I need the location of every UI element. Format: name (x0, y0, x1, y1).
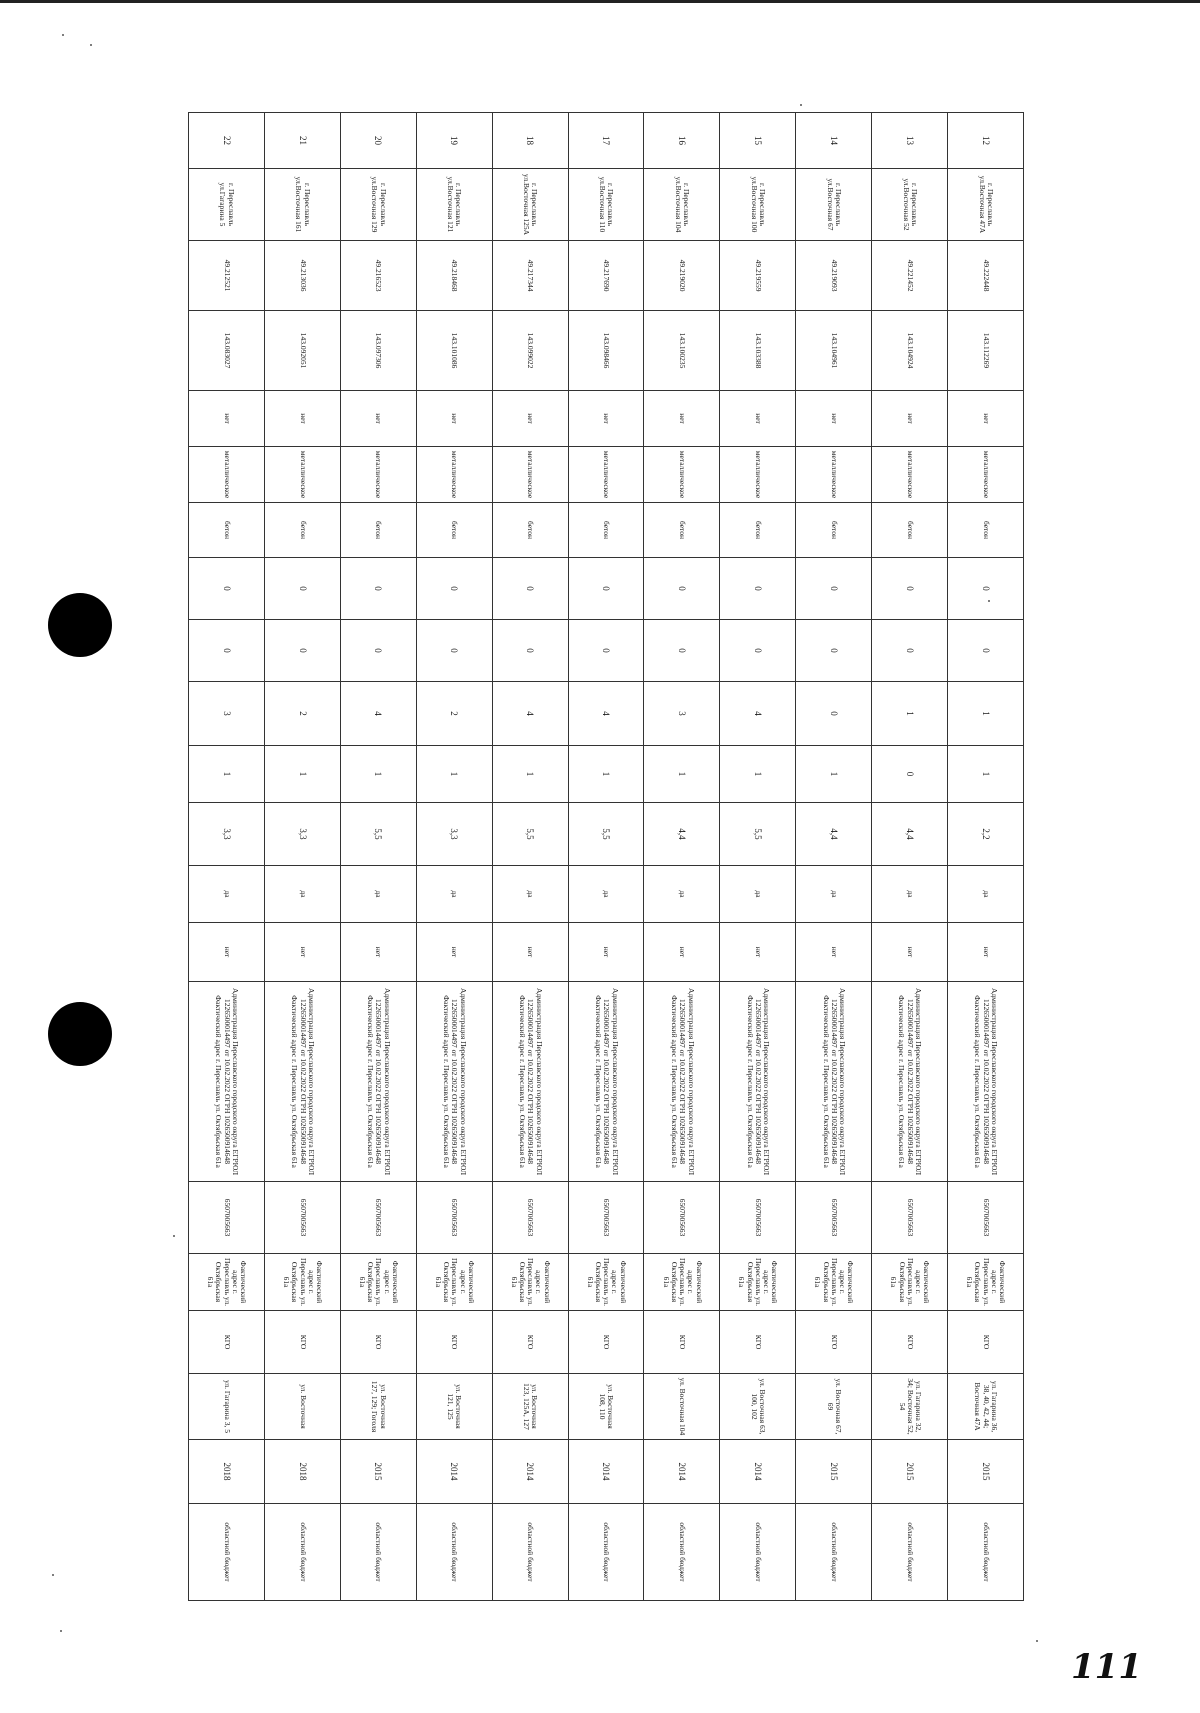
punch-hole-top (48, 593, 112, 657)
cell-base: бетон (644, 503, 720, 558)
cell-count: 0 (872, 620, 948, 682)
cell-base: бетон (492, 503, 568, 558)
cell-fence: да (492, 866, 568, 923)
cell-owner: Администрация Переславского городского округа ЕГРЮЛ 1226500014497 от 10.02.2022 ОГРН 1026500914648 Фактический адрес г. Переславль ул. Октябрьская 61а (492, 982, 568, 1182)
cell-owner-addr: Фактический адрес г. Переславль ул. Октябрьская 61а (644, 1254, 720, 1311)
cell-inn: 6507005663 (264, 1182, 340, 1254)
cell-cont-planned: 1 (796, 746, 872, 803)
cell-address: г. Переславль ул.Восточная 52 (872, 169, 948, 241)
cell-financing: областной бюджет (948, 1504, 1024, 1601)
cell-separate: нет (872, 923, 948, 982)
cell-owner-addr: Фактический адрес г. Переславль ул. Октябрьская 61а (340, 1254, 416, 1311)
cell-num: 16 (644, 113, 720, 169)
cell-cont-planned: 1 (264, 746, 340, 803)
cell-separate: нет (340, 923, 416, 982)
cell-cont-planned: 1 (416, 746, 492, 803)
cell-cont-existing: 1 (948, 682, 1024, 746)
cell-owner: Администрация Переславского городского округа ЕГРЮЛ 1226500014497 от 10.02.2022 ОГРН 1026500914648 Фактический адрес г. Переславль ул. Октябрьская 61а (568, 982, 644, 1182)
cell-lat: 49.217344 (492, 241, 568, 311)
cell-financing: областной бюджет (644, 1504, 720, 1601)
cell-volume: 0 (948, 558, 1024, 620)
cell-separate: нет (492, 923, 568, 982)
cell-separate: нет (644, 923, 720, 982)
cell-inn: 6507005663 (492, 1182, 568, 1254)
cell-covered: нет (568, 391, 644, 447)
cell-material: металлическое (872, 447, 948, 503)
cell-cont-existing: 4 (492, 682, 568, 746)
cell-year: 2015 (872, 1440, 948, 1504)
cell-num: 13 (872, 113, 948, 169)
cell-year: 2014 (720, 1440, 796, 1504)
table-row (340, 113, 416, 1601)
cell-lat: 49.216523 (340, 241, 416, 311)
cell-year: 2018 (189, 1440, 265, 1504)
cell-address: г. Переславль ул.Восточная 161 (264, 169, 340, 241)
cell-num: 15 (720, 113, 796, 169)
cell-owner-addr: Фактический адрес г. Переславль ул. Октябрьская 61а (720, 1254, 796, 1311)
cell-sources: ул. Восточная 63, 100, 102 (720, 1374, 796, 1440)
cell-area: 3,3 (416, 803, 492, 866)
cell-material: металлическое (416, 447, 492, 503)
cell-sources: ул. Восточная 104 (644, 1374, 720, 1440)
cell-volume: 0 (189, 558, 265, 620)
cell-owner: Администрация Переславского городского округа ЕГРЮЛ 1226500014497 от 10.02.2022 ОГРН 1026500914648 Фактический адрес г. Переславль ул. Октябрьская 61а (644, 982, 720, 1182)
cell-lon: 143.083027 (189, 311, 265, 391)
table-row (492, 113, 568, 1601)
cell-volume: 0 (492, 558, 568, 620)
cell-count: 0 (189, 620, 265, 682)
cell-cont-existing: 4 (568, 682, 644, 746)
cell-volume: 0 (568, 558, 644, 620)
cell-collect: КГО (796, 1311, 872, 1374)
cell-material: металлическое (340, 447, 416, 503)
cell-area: 4,4 (796, 803, 872, 866)
cell-base: бетон (872, 503, 948, 558)
cell-count: 0 (948, 620, 1024, 682)
cell-base: бетон (720, 503, 796, 558)
cell-owner-addr: Фактический адрес г. Переславль ул. Октябрьская 61а (264, 1254, 340, 1311)
punch-hole-bottom (48, 1002, 112, 1066)
cell-base: бетон (568, 503, 644, 558)
table-row (644, 113, 720, 1601)
cell-separate: нет (948, 923, 1024, 982)
cell-year: 2014 (644, 1440, 720, 1504)
cell-fence: да (644, 866, 720, 923)
cell-separate: нет (568, 923, 644, 982)
cell-covered: нет (872, 391, 948, 447)
cell-fence: да (720, 866, 796, 923)
cell-address: г. Переславль ул.Восточная 129 (340, 169, 416, 241)
cell-lon: 143.098466 (568, 311, 644, 391)
cell-covered: нет (340, 391, 416, 447)
cell-fence: да (340, 866, 416, 923)
cell-year: 2014 (492, 1440, 568, 1504)
cell-owner: Администрация Переславского городского округа ЕГРЮЛ 1226500014497 от 10.02.2022 ОГРН 1026500914648 Фактический адрес г. Переславль ул. Октябрьская 61а (264, 982, 340, 1182)
cell-base: бетон (264, 503, 340, 558)
cell-lon: 143.101086 (416, 311, 492, 391)
cell-cont-existing: 3 (189, 682, 265, 746)
cell-count: 0 (340, 620, 416, 682)
cell-num: 19 (416, 113, 492, 169)
cell-material: металлическое (948, 447, 1024, 503)
cell-lat: 49.218468 (416, 241, 492, 311)
cell-lat: 49.212521 (189, 241, 265, 311)
cell-covered: нет (644, 391, 720, 447)
cell-lon: 143.100235 (644, 311, 720, 391)
cell-base: бетон (416, 503, 492, 558)
cell-material: металлическое (720, 447, 796, 503)
cell-material: металлическое (568, 447, 644, 503)
cell-cont-existing: 2 (416, 682, 492, 746)
cell-collect: КГО (264, 1311, 340, 1374)
cell-volume: 0 (720, 558, 796, 620)
cell-volume: 0 (264, 558, 340, 620)
cell-owner-addr: Фактический адрес г. Переславль ул. Октябрьская 61а (189, 1254, 265, 1311)
cell-num: 22 (189, 113, 265, 169)
table-row (872, 113, 948, 1601)
cell-address: г. Переславль ул.Восточная 104 (644, 169, 720, 241)
scan-top-edge (0, 0, 1200, 3)
cell-sources: ул. Восточная (264, 1374, 340, 1440)
cell-lon: 143.099022 (492, 311, 568, 391)
cell-cont-planned: 1 (492, 746, 568, 803)
cell-sources: ул. Восточная 108, 110 (568, 1374, 644, 1440)
cell-num: 21 (264, 113, 340, 169)
cell-separate: нет (720, 923, 796, 982)
cell-collect: КГО (644, 1311, 720, 1374)
cell-cont-existing: 4 (720, 682, 796, 746)
cell-fence: да (264, 866, 340, 923)
cell-owner: Администрация Переславского городского округа ЕГРЮЛ 1226500014497 от 10.02.2022 ОГРН 1026500914648 Фактический адрес г. Переславль ул. Октябрьская 61а (720, 982, 796, 1182)
cell-fence: да (189, 866, 265, 923)
cell-lat: 49.213036 (264, 241, 340, 311)
cell-material: металлическое (264, 447, 340, 503)
cell-lon: 143.104924 (872, 311, 948, 391)
cell-count: 0 (796, 620, 872, 682)
cell-collect: КГО (948, 1311, 1024, 1374)
cell-volume: 0 (644, 558, 720, 620)
cell-volume: 0 (340, 558, 416, 620)
cell-address: г. Переславль ул.Гагарина 5 (189, 169, 265, 241)
table-row (720, 113, 796, 1601)
registry-table-rotated (188, 112, 1024, 1600)
table-row (264, 113, 340, 1601)
cell-count: 0 (492, 620, 568, 682)
cell-area: 5,5 (568, 803, 644, 866)
cell-num: 12 (948, 113, 1024, 169)
cell-inn: 6507005663 (796, 1182, 872, 1254)
cell-sources: ул. Восточная 121, 125 (416, 1374, 492, 1440)
cell-volume: 0 (872, 558, 948, 620)
cell-count: 0 (644, 620, 720, 682)
cell-sources: ул. Восточная 127, 129; Гоголя (340, 1374, 416, 1440)
cell-cont-existing: 3 (644, 682, 720, 746)
cell-base: бетон (340, 503, 416, 558)
cell-cont-planned: 1 (720, 746, 796, 803)
cell-sources: ул. Восточная 67, 69 (796, 1374, 872, 1440)
cell-count: 0 (416, 620, 492, 682)
cell-fence: да (872, 866, 948, 923)
cell-cont-planned: 1 (340, 746, 416, 803)
cell-address: г. Переславль ул.Восточная 100 (720, 169, 796, 241)
cell-base: бетон (189, 503, 265, 558)
cell-owner: Администрация Переславского городского округа ЕГРЮЛ 1226500014497 от 10.02.2022 ОГРН 1026500914648 Фактический адрес г. Переславль ул. Октябрьская 61а (872, 982, 948, 1182)
cell-num: 20 (340, 113, 416, 169)
cell-fence: да (796, 866, 872, 923)
table-row (189, 113, 265, 1601)
cell-covered: нет (416, 391, 492, 447)
cell-area: 5,5 (492, 803, 568, 866)
cell-year: 2015 (340, 1440, 416, 1504)
cell-collect: КГО (189, 1311, 265, 1374)
cell-lat: 49.221452 (872, 241, 948, 311)
cell-lat: 49.222448 (948, 241, 1024, 311)
cell-address: г. Переславль ул.Восточная 110 (568, 169, 644, 241)
cell-year: 2014 (568, 1440, 644, 1504)
cell-owner-addr: Фактический адрес г. Переславль ул. Октябрьская 61а (948, 1254, 1024, 1311)
cell-financing: областной бюджет (796, 1504, 872, 1601)
cell-owner-addr: Фактический адрес г. Переславль ул. Октябрьская 61а (568, 1254, 644, 1311)
cell-financing: областной бюджет (492, 1504, 568, 1601)
cell-financing: областной бюджет (264, 1504, 340, 1601)
cell-collect: КГО (720, 1311, 796, 1374)
cell-sources: ул. Гагарина 3, 5 (189, 1374, 265, 1440)
cell-base: бетон (796, 503, 872, 558)
cell-num: 18 (492, 113, 568, 169)
cell-count: 0 (264, 620, 340, 682)
table-row (416, 113, 492, 1601)
cell-owner: Администрация Переславского городского округа ЕГРЮЛ 1226500014497 от 10.02.2022 ОГРН 1026500914648 Фактический адрес г. Переславль ул. Октябрьская 61а (796, 982, 872, 1182)
cell-lon: 143.103388 (720, 311, 796, 391)
cell-fence: да (416, 866, 492, 923)
cell-owner-addr: Фактический адрес г. Переславль ул. Октябрьская 61а (492, 1254, 568, 1311)
cell-separate: нет (189, 923, 265, 982)
cell-count: 0 (568, 620, 644, 682)
cell-covered: нет (796, 391, 872, 447)
cell-address: г. Переславль ул.Восточная 47А (948, 169, 1024, 241)
cell-sources: ул. Гагарина 36, 38, 40, 42, 44; Восточная 47А (948, 1374, 1024, 1440)
cell-cont-existing: 4 (340, 682, 416, 746)
cell-area: 3,3 (264, 803, 340, 866)
cell-address: г. Переславль ул.Восточная 67 (796, 169, 872, 241)
cell-area: 5,5 (720, 803, 796, 866)
cell-num: 14 (796, 113, 872, 169)
registry-table (188, 112, 1024, 1601)
cell-volume: 0 (796, 558, 872, 620)
page-number: 111 (1071, 1647, 1142, 1687)
cell-material: металлическое (492, 447, 568, 503)
cell-sources: ул. Восточная 123, 125А, 127 (492, 1374, 568, 1440)
cell-cont-existing: 0 (796, 682, 872, 746)
cell-separate: нет (264, 923, 340, 982)
cell-collect: КГО (872, 1311, 948, 1374)
cell-covered: нет (948, 391, 1024, 447)
cell-inn: 6507005663 (644, 1182, 720, 1254)
cell-count: 0 (720, 620, 796, 682)
cell-area: 5,5 (340, 803, 416, 866)
cell-owner: Администрация Переславского городского округа ЕГРЮЛ 1226500014497 от 10.02.2022 ОГРН 1026500914648 Фактический адрес г. Переславль ул. Октябрьская 61а (948, 982, 1024, 1182)
cell-owner: Администрация Переславского городского округа ЕГРЮЛ 1226500014497 от 10.02.2022 ОГРН 1026500914648 Фактический адрес г. Переславль ул. Октябрьская 61а (340, 982, 416, 1182)
table-row (948, 113, 1024, 1601)
cell-address: г. Переславль ул.Восточная 125А (492, 169, 568, 241)
cell-financing: областной бюджет (416, 1504, 492, 1601)
cell-owner-addr: Фактический адрес г. Переславль ул. Октябрьская 61а (796, 1254, 872, 1311)
cell-year: 2018 (264, 1440, 340, 1504)
cell-material: металлическое (189, 447, 265, 503)
cell-lon: 143.104961 (796, 311, 872, 391)
cell-sources: ул. Гагарина 32, 34; Восточная 52, 54 (872, 1374, 948, 1440)
cell-fence: да (568, 866, 644, 923)
cell-covered: нет (264, 391, 340, 447)
cell-year: 2015 (948, 1440, 1024, 1504)
cell-covered: нет (189, 391, 265, 447)
cell-inn: 6507005663 (416, 1182, 492, 1254)
table-row (796, 113, 872, 1601)
cell-financing: областной бюджет (568, 1504, 644, 1601)
cell-inn: 6507005663 (948, 1182, 1024, 1254)
cell-cont-planned: 1 (568, 746, 644, 803)
cell-cont-planned: 1 (189, 746, 265, 803)
cell-lon: 143.092051 (264, 311, 340, 391)
cell-area: 4,4 (872, 803, 948, 866)
cell-area: 3,3 (189, 803, 265, 866)
cell-lat: 49.219020 (644, 241, 720, 311)
cell-owner: Администрация Переславского городского округа ЕГРЮЛ 1226500014497 от 10.02.2022 ОГРН 1026500914648 Фактический адрес г. Переславль ул. Октябрьская 61а (189, 982, 265, 1182)
cell-year: 2015 (796, 1440, 872, 1504)
cell-inn: 6507005663 (568, 1182, 644, 1254)
cell-material: металлическое (644, 447, 720, 503)
cell-lat: 49.217690 (568, 241, 644, 311)
cell-cont-existing: 1 (872, 682, 948, 746)
cell-financing: областной бюджет (340, 1504, 416, 1601)
cell-fence: да (948, 866, 1024, 923)
cell-cont-planned: 0 (872, 746, 948, 803)
cell-financing: областной бюджет (872, 1504, 948, 1601)
cell-cont-planned: 1 (644, 746, 720, 803)
table-row (568, 113, 644, 1601)
cell-year: 2014 (416, 1440, 492, 1504)
cell-lat: 49.219559 (720, 241, 796, 311)
cell-lat: 49.219093 (796, 241, 872, 311)
cell-num: 17 (568, 113, 644, 169)
cell-inn: 6507005663 (720, 1182, 796, 1254)
cell-collect: КГО (416, 1311, 492, 1374)
cell-lon: 143.097306 (340, 311, 416, 391)
cell-covered: нет (720, 391, 796, 447)
cell-financing: областной бюджет (720, 1504, 796, 1601)
cell-material: металлическое (796, 447, 872, 503)
cell-area: 2,2 (948, 803, 1024, 866)
cell-area: 4,4 (644, 803, 720, 866)
cell-covered: нет (492, 391, 568, 447)
cell-separate: нет (796, 923, 872, 982)
cell-inn: 6507005663 (189, 1182, 265, 1254)
cell-owner: Администрация Переславского городского округа ЕГРЮЛ 1226500014497 от 10.02.2022 ОГРН 1026500914648 Фактический адрес г. Переславль ул. Октябрьская 61а (416, 982, 492, 1182)
cell-collect: КГО (492, 1311, 568, 1374)
cell-lon: 143.112269 (948, 311, 1024, 391)
cell-collect: КГО (568, 1311, 644, 1374)
cell-owner-addr: Фактический адрес г. Переславль ул. Октябрьская 61а (872, 1254, 948, 1311)
cell-inn: 6507005663 (340, 1182, 416, 1254)
cell-financing: областной бюджет (189, 1504, 265, 1601)
cell-collect: КГО (340, 1311, 416, 1374)
cell-base: бетон (948, 503, 1024, 558)
cell-cont-planned: 1 (948, 746, 1024, 803)
cell-volume: 0 (416, 558, 492, 620)
cell-owner-addr: Фактический адрес г. Переславль ул. Октябрьская 61а (416, 1254, 492, 1311)
cell-separate: нет (416, 923, 492, 982)
cell-address: г. Переславль ул.Восточная 121 (416, 169, 492, 241)
cell-cont-existing: 2 (264, 682, 340, 746)
cell-inn: 6507005663 (872, 1182, 948, 1254)
